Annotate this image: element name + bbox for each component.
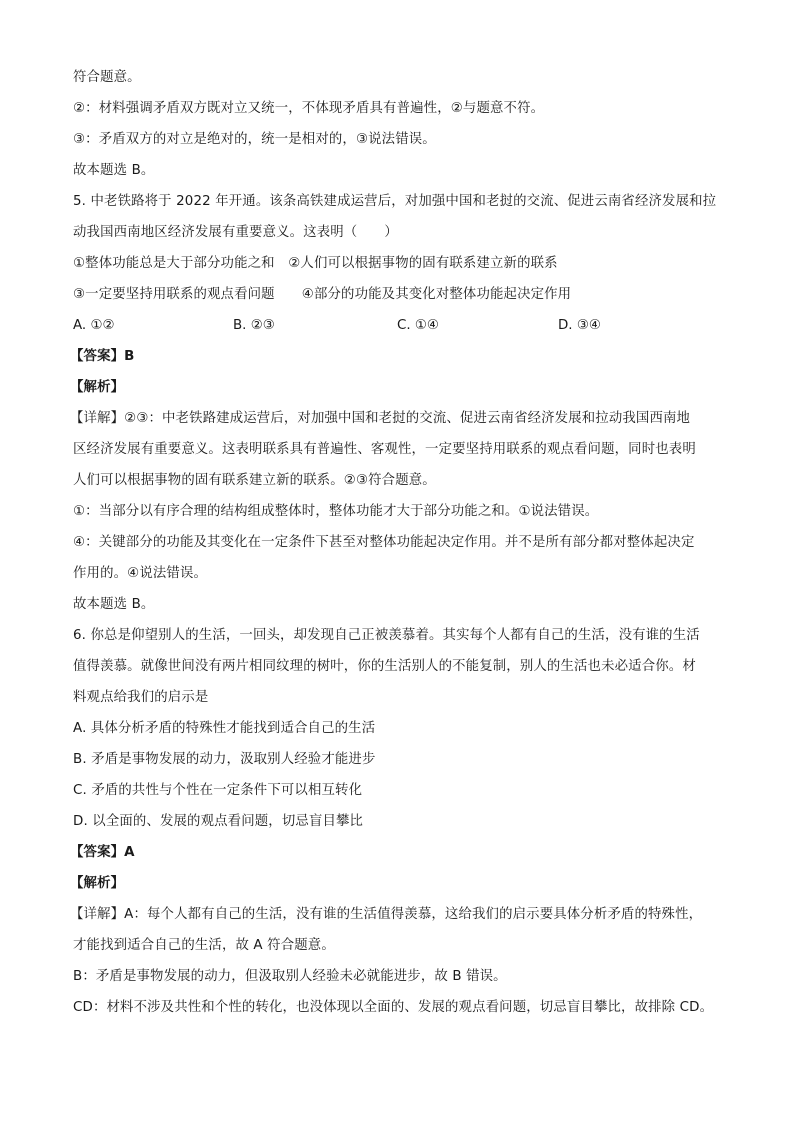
q6-analysis-label: 【解析】 <box>70 876 125 891</box>
q4-tail-line-3: ③：矛盾双方的对立是绝对的，统一是相对的，③说法错误。 <box>73 132 436 147</box>
q5-conclusion: 故本题选 B。 <box>73 597 155 612</box>
q5-detail-line-5: ④：关键部分的功能及其变化在一定条件下甚至对整体功能起决定作用。并不是所有部分都对整体起决定 <box>73 535 695 550</box>
q5-option-b: B. ②③ <box>233 318 275 333</box>
q5-option-d: D. ③④ <box>558 318 601 333</box>
q5-option-a: A. ①② <box>73 318 115 333</box>
q4-conclusion: 故本题选 B。 <box>73 163 155 178</box>
q4-tail-line-1: 符合题意。 <box>73 70 141 85</box>
q5-detail-line-6: 作用的。④说法错误。 <box>73 566 208 581</box>
q5-detail-line-4: ①：当部分以有序合理的结构组成整体时，整体功能才大于部分功能之和。①说法错误。 <box>73 504 599 519</box>
q6-detail-line-3: B：矛盾是事物发展的动力，但汲取别人经验未必就能进步，故 B 错误。 <box>73 969 507 984</box>
q5-detail-line-3: 人们可以根据事物的固有联系建立新的联系。②③符合题意。 <box>73 473 436 488</box>
q6-stem-line-3: 料观点给我们的启示是 <box>73 690 209 705</box>
q5-analysis-label: 【解析】 <box>70 380 125 395</box>
q5-answer: 【答案】B <box>70 349 135 364</box>
q5-stem-line-1: 5. 中老铁路将于 2022 年开通。该条高铁建成运营后，对加强中国和老挝的交流、促进云南省经济发展和拉 <box>73 194 717 209</box>
q5-option-c: C. ①④ <box>397 318 439 333</box>
q6-option-d: D. 以全面的、发展的观点看问题，切忌盲目攀比 <box>73 814 364 829</box>
q5-stem-line-2: 动我国西南地区经济发展有重要意义。这表明（ ） <box>73 225 398 240</box>
q5-detail-line-1: 【详解】②③：中老铁路建成运营后，对加强中国和老挝的交流、促进云南省经济发展和拉动我国西南地 <box>70 411 691 426</box>
q6-option-c: C. 矛盾的共性与个性在一定条件下可以相互转化 <box>73 783 363 798</box>
q6-answer: 【答案】A <box>70 845 135 860</box>
q6-detail-line-4: CD：材料不涉及共性和个性的转化，也没体现以全面的、发展的观点看问题，切忌盲目攀比，故排除 CD。 <box>73 1000 714 1015</box>
q6-detail-line-1: 【详解】A：每个人都有自己的生活，没有谁的生活值得羡慕，这给我们的启示要具体分析矛盾的特殊性， <box>70 907 703 922</box>
q6-stem-line-2: 值得羡慕。就像世间没有两片相同纹理的树叶，你的生活别人的不能复制，别人的生活也未必适合你。材 <box>73 659 696 674</box>
q4-tail-line-2: ②：材料强调矛盾双方既对立又统一，不体现矛盾具有普遍性，②与题意不符。 <box>73 101 545 116</box>
q6-detail-line-2: 才能找到适合自己的生活，故 A 符合题意。 <box>73 938 335 953</box>
q5-statement-line-2: ③一定要坚持用联系的观点看问题 ④部分的功能及其变化对整体功能起决定作用 <box>73 287 572 302</box>
q5-detail-line-2: 区经济发展有重要意义。这表明联系具有普遍性、客观性，一定要坚持用联系的观点看问题，同时也表明 <box>73 442 696 457</box>
q6-option-b: B. 矛盾是事物发展的动力，汲取别人经验才能进步 <box>73 752 376 767</box>
q6-stem-line-1: 6. 你总是仰望别人的生活，一回头，却发现自己正被羡慕着。其实每个人都有自己的生活，没有谁的生活 <box>73 628 700 643</box>
q5-statement-line-1: ①整体功能总是大于部分功能之和 ②人们可以根据事物的固有联系建立新的联系 <box>73 256 558 271</box>
q6-option-a: A. 具体分析矛盾的特殊性才能找到适合自己的生活 <box>73 721 376 736</box>
